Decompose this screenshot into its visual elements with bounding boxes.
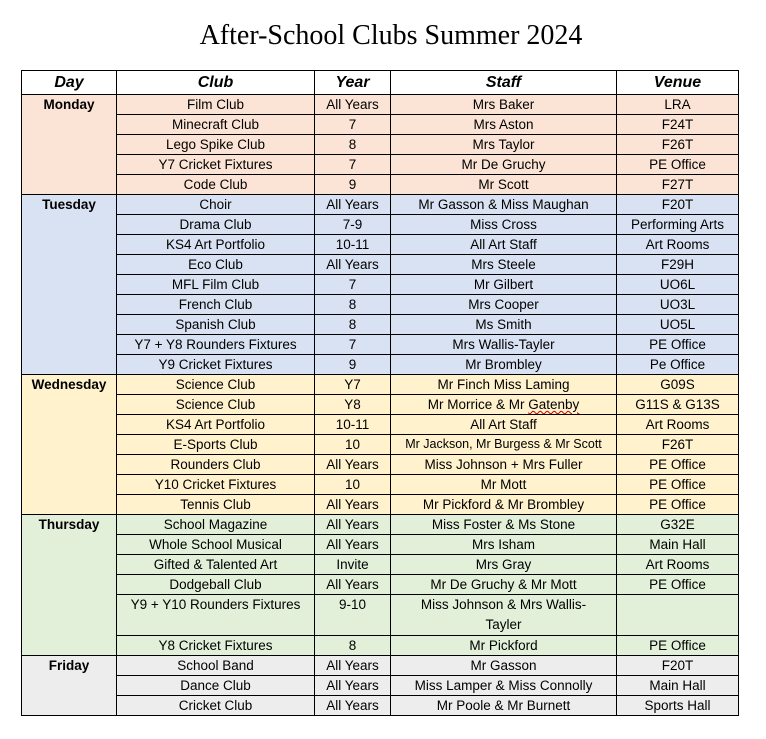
venue-cell: Pe Office: [617, 355, 739, 375]
staff-cell: Mr De Gruchy: [391, 155, 617, 175]
staff-cell: Mr Scott: [391, 175, 617, 195]
club-cell: Y9 + Y10 Rounders Fixtures: [117, 595, 315, 636]
staff-cell: Mr Brombley: [391, 355, 617, 375]
staff-cell: Mrs Aston: [391, 115, 617, 135]
year-cell: 8: [315, 636, 391, 656]
venue-cell: PE Office: [617, 575, 739, 595]
club-cell: Y8 Cricket Fixtures: [117, 636, 315, 656]
year-cell: 9-10: [315, 595, 391, 636]
year-cell: All Years: [315, 535, 391, 555]
club-cell: Science Club: [117, 375, 315, 395]
year-cell: 10-11: [315, 235, 391, 255]
table-row: [22, 195, 739, 215]
day-cell-tuesday: Tuesday: [22, 195, 117, 375]
club-cell: School Band: [117, 656, 315, 676]
venue-cell: F20T: [617, 195, 739, 215]
venue-cell: Main Hall: [617, 535, 739, 555]
club-cell: Rounders Club: [117, 455, 315, 475]
staff-cell: Mr Pickford & Mr Brombley: [391, 495, 617, 515]
club-cell: Eco Club: [117, 255, 315, 275]
venue-cell: F20T: [617, 656, 739, 676]
staff-cell: [391, 395, 617, 415]
year-cell: All Years: [315, 195, 391, 215]
table-row: [22, 555, 739, 575]
club-cell: French Club: [117, 295, 315, 315]
table-row: [22, 415, 739, 435]
year-cell: All Years: [315, 255, 391, 275]
staff-cell: Miss Cross: [391, 215, 617, 235]
club-cell: Spanish Club: [117, 315, 315, 335]
table-row: [22, 575, 739, 595]
staff-cell: Mr Jackson, Mr Burgess & Mr Scott: [391, 435, 617, 455]
table-row: [22, 335, 739, 355]
club-cell: Dodgeball Club: [117, 575, 315, 595]
staff-cell: Mrs Taylor: [391, 135, 617, 155]
club-cell: MFL Film Club: [117, 275, 315, 295]
club-cell: Y7 + Y8 Rounders Fixtures: [117, 335, 315, 355]
club-cell: Gifted & Talented Art: [117, 555, 315, 575]
venue-cell: F24T: [617, 115, 739, 135]
header-venue: Venue: [617, 71, 739, 95]
staff-cell: Mr De Gruchy & Mr Mott: [391, 575, 617, 595]
venue-cell: F27T: [617, 175, 739, 195]
club-cell: School Magazine: [117, 515, 315, 535]
table-row: [22, 135, 739, 155]
venue-cell: G32E: [617, 515, 739, 535]
header-year: Year: [315, 71, 391, 95]
spellcheck-word: Gatenby: [528, 397, 580, 412]
venue-cell: UO6L: [617, 275, 739, 295]
table-row: [22, 355, 739, 375]
table-row: [22, 515, 739, 535]
venue-cell: UO3L: [617, 295, 739, 315]
year-cell: All Years: [315, 455, 391, 475]
club-cell: Dance Club: [117, 676, 315, 696]
venue-cell: G09S: [617, 375, 739, 395]
day-cell-thursday: Thursday: [22, 515, 117, 656]
venue-cell: G11S & G13S: [617, 395, 739, 415]
venue-cell: F26T: [617, 435, 739, 455]
year-cell: All Years: [315, 696, 391, 716]
year-cell: 8: [315, 135, 391, 155]
venue-cell: Art Rooms: [617, 235, 739, 255]
venue-cell: [617, 595, 739, 636]
year-cell: Invite: [315, 555, 391, 575]
year-cell: 10-11: [315, 415, 391, 435]
year-cell: All Years: [315, 575, 391, 595]
year-cell: 7: [315, 335, 391, 355]
day-cell-monday: Monday: [22, 95, 117, 195]
venue-cell: Art Rooms: [617, 415, 739, 435]
venue-cell: PE Office: [617, 636, 739, 656]
staff-cell: All Art Staff: [391, 235, 617, 255]
staff-cell: Mr Gasson: [391, 656, 617, 676]
club-cell: Lego Spike Club: [117, 135, 315, 155]
year-cell: 10: [315, 435, 391, 455]
table-row: [22, 255, 739, 275]
header-staff: Staff: [391, 71, 617, 95]
staff-cell: Mrs Cooper: [391, 295, 617, 315]
table-row: [22, 275, 739, 295]
year-cell: Y8: [315, 395, 391, 415]
club-cell: Cricket Club: [117, 696, 315, 716]
staff-cell: Mr Gilbert: [391, 275, 617, 295]
venue-cell: PE Office: [617, 475, 739, 495]
year-cell: All Years: [315, 676, 391, 696]
year-cell: All Years: [315, 495, 391, 515]
venue-cell: UO5L: [617, 315, 739, 335]
venue-cell: Performing Arts: [617, 215, 739, 235]
club-cell: Y7 Cricket Fixtures: [117, 155, 315, 175]
venue-cell: PE Office: [617, 155, 739, 175]
club-cell: KS4 Art Portfolio: [117, 415, 315, 435]
staff-cell: Miss Johnson & Mrs Wallis-Tayler: [391, 595, 617, 636]
venue-cell: LRA: [617, 95, 739, 115]
staff-cell: Mr Pickford: [391, 636, 617, 656]
table-row: [22, 215, 739, 235]
year-cell: 10: [315, 475, 391, 495]
club-cell: Code Club: [117, 175, 315, 195]
club-cell: Science Club: [117, 395, 315, 415]
staff-cell: Miss Lamper & Miss Connolly: [391, 676, 617, 696]
table-row: [22, 676, 739, 696]
club-cell: Minecraft Club: [117, 115, 315, 135]
staff-cell: Mr Poole & Mr Burnett: [391, 696, 617, 716]
year-cell: Y7: [315, 375, 391, 395]
year-cell: 7: [315, 155, 391, 175]
table-row: [22, 696, 739, 716]
staff-cell: Miss Foster & Ms Stone: [391, 515, 617, 535]
staff-cell: Mrs Steele: [391, 255, 617, 275]
table-row: [22, 656, 739, 676]
club-cell: Y10 Cricket Fixtures: [117, 475, 315, 495]
staff-cell: Mrs Isham: [391, 535, 617, 555]
staff-cell: Miss Johnson + Mrs Fuller: [391, 455, 617, 475]
club-cell: E-Sports Club: [117, 435, 315, 455]
club-cell: Whole School Musical: [117, 535, 315, 555]
table-row: [22, 115, 739, 135]
club-cell: Y9 Cricket Fixtures: [117, 355, 315, 375]
year-cell: 9: [315, 175, 391, 195]
venue-cell: PE Office: [617, 455, 739, 475]
table-row: [22, 495, 739, 515]
year-cell: 8: [315, 295, 391, 315]
staff-cell: Mrs Baker: [391, 95, 617, 115]
table-header-row: [22, 71, 739, 95]
club-cell: Drama Club: [117, 215, 315, 235]
venue-cell: F29H: [617, 255, 739, 275]
venue-cell: Main Hall: [617, 676, 739, 696]
staff-cell: Mr Mott: [391, 475, 617, 495]
table-row: [22, 315, 739, 335]
club-cell: KS4 Art Portfolio: [117, 235, 315, 255]
staff-text: Mr Morrice & Mr: [427, 397, 529, 412]
venue-cell: Sports Hall: [617, 696, 739, 716]
year-cell: All Years: [315, 656, 391, 676]
table-row: [22, 95, 739, 115]
table-row: [22, 295, 739, 315]
year-cell: 9: [315, 355, 391, 375]
year-cell: All Years: [315, 95, 391, 115]
table-row: [22, 235, 739, 255]
day-cell-friday: Friday: [22, 656, 117, 716]
venue-cell: PE Office: [617, 335, 739, 355]
table-row: [22, 595, 739, 636]
year-cell: 7: [315, 115, 391, 135]
club-cell: Tennis Club: [117, 495, 315, 515]
staff-cell: Mr Gasson & Miss Maughan: [391, 195, 617, 215]
table-row: [22, 395, 739, 415]
venue-cell: F26T: [617, 135, 739, 155]
table-row: [22, 535, 739, 555]
header-day: Day: [22, 71, 117, 95]
table-row: [22, 455, 739, 475]
venue-cell: PE Office: [617, 495, 739, 515]
table-row: [22, 155, 739, 175]
staff-cell: All Art Staff: [391, 415, 617, 435]
staff-cell: Mr Finch Miss Laming: [391, 375, 617, 395]
venue-cell: Art Rooms: [617, 555, 739, 575]
table-row: [22, 435, 739, 455]
clubs-table: [21, 70, 739, 716]
club-cell: Choir: [117, 195, 315, 215]
table-row: [22, 475, 739, 495]
page-title: After-School Clubs Summer 2024: [199, 20, 583, 51]
staff-cell: Mrs Gray: [391, 555, 617, 575]
staff-cell: Ms Smith: [391, 315, 617, 335]
table-row: [22, 636, 739, 656]
year-cell: 8: [315, 315, 391, 335]
club-cell: Film Club: [117, 95, 315, 115]
year-cell: All Years: [315, 515, 391, 535]
day-cell-wednesday: Wednesday: [22, 375, 117, 515]
header-club: Club: [117, 71, 315, 95]
year-cell: 7: [315, 275, 391, 295]
staff-cell: Mrs Wallis-Tayler: [391, 335, 617, 355]
table-row: [22, 175, 739, 195]
year-cell: 7-9: [315, 215, 391, 235]
table-row: [22, 375, 739, 395]
